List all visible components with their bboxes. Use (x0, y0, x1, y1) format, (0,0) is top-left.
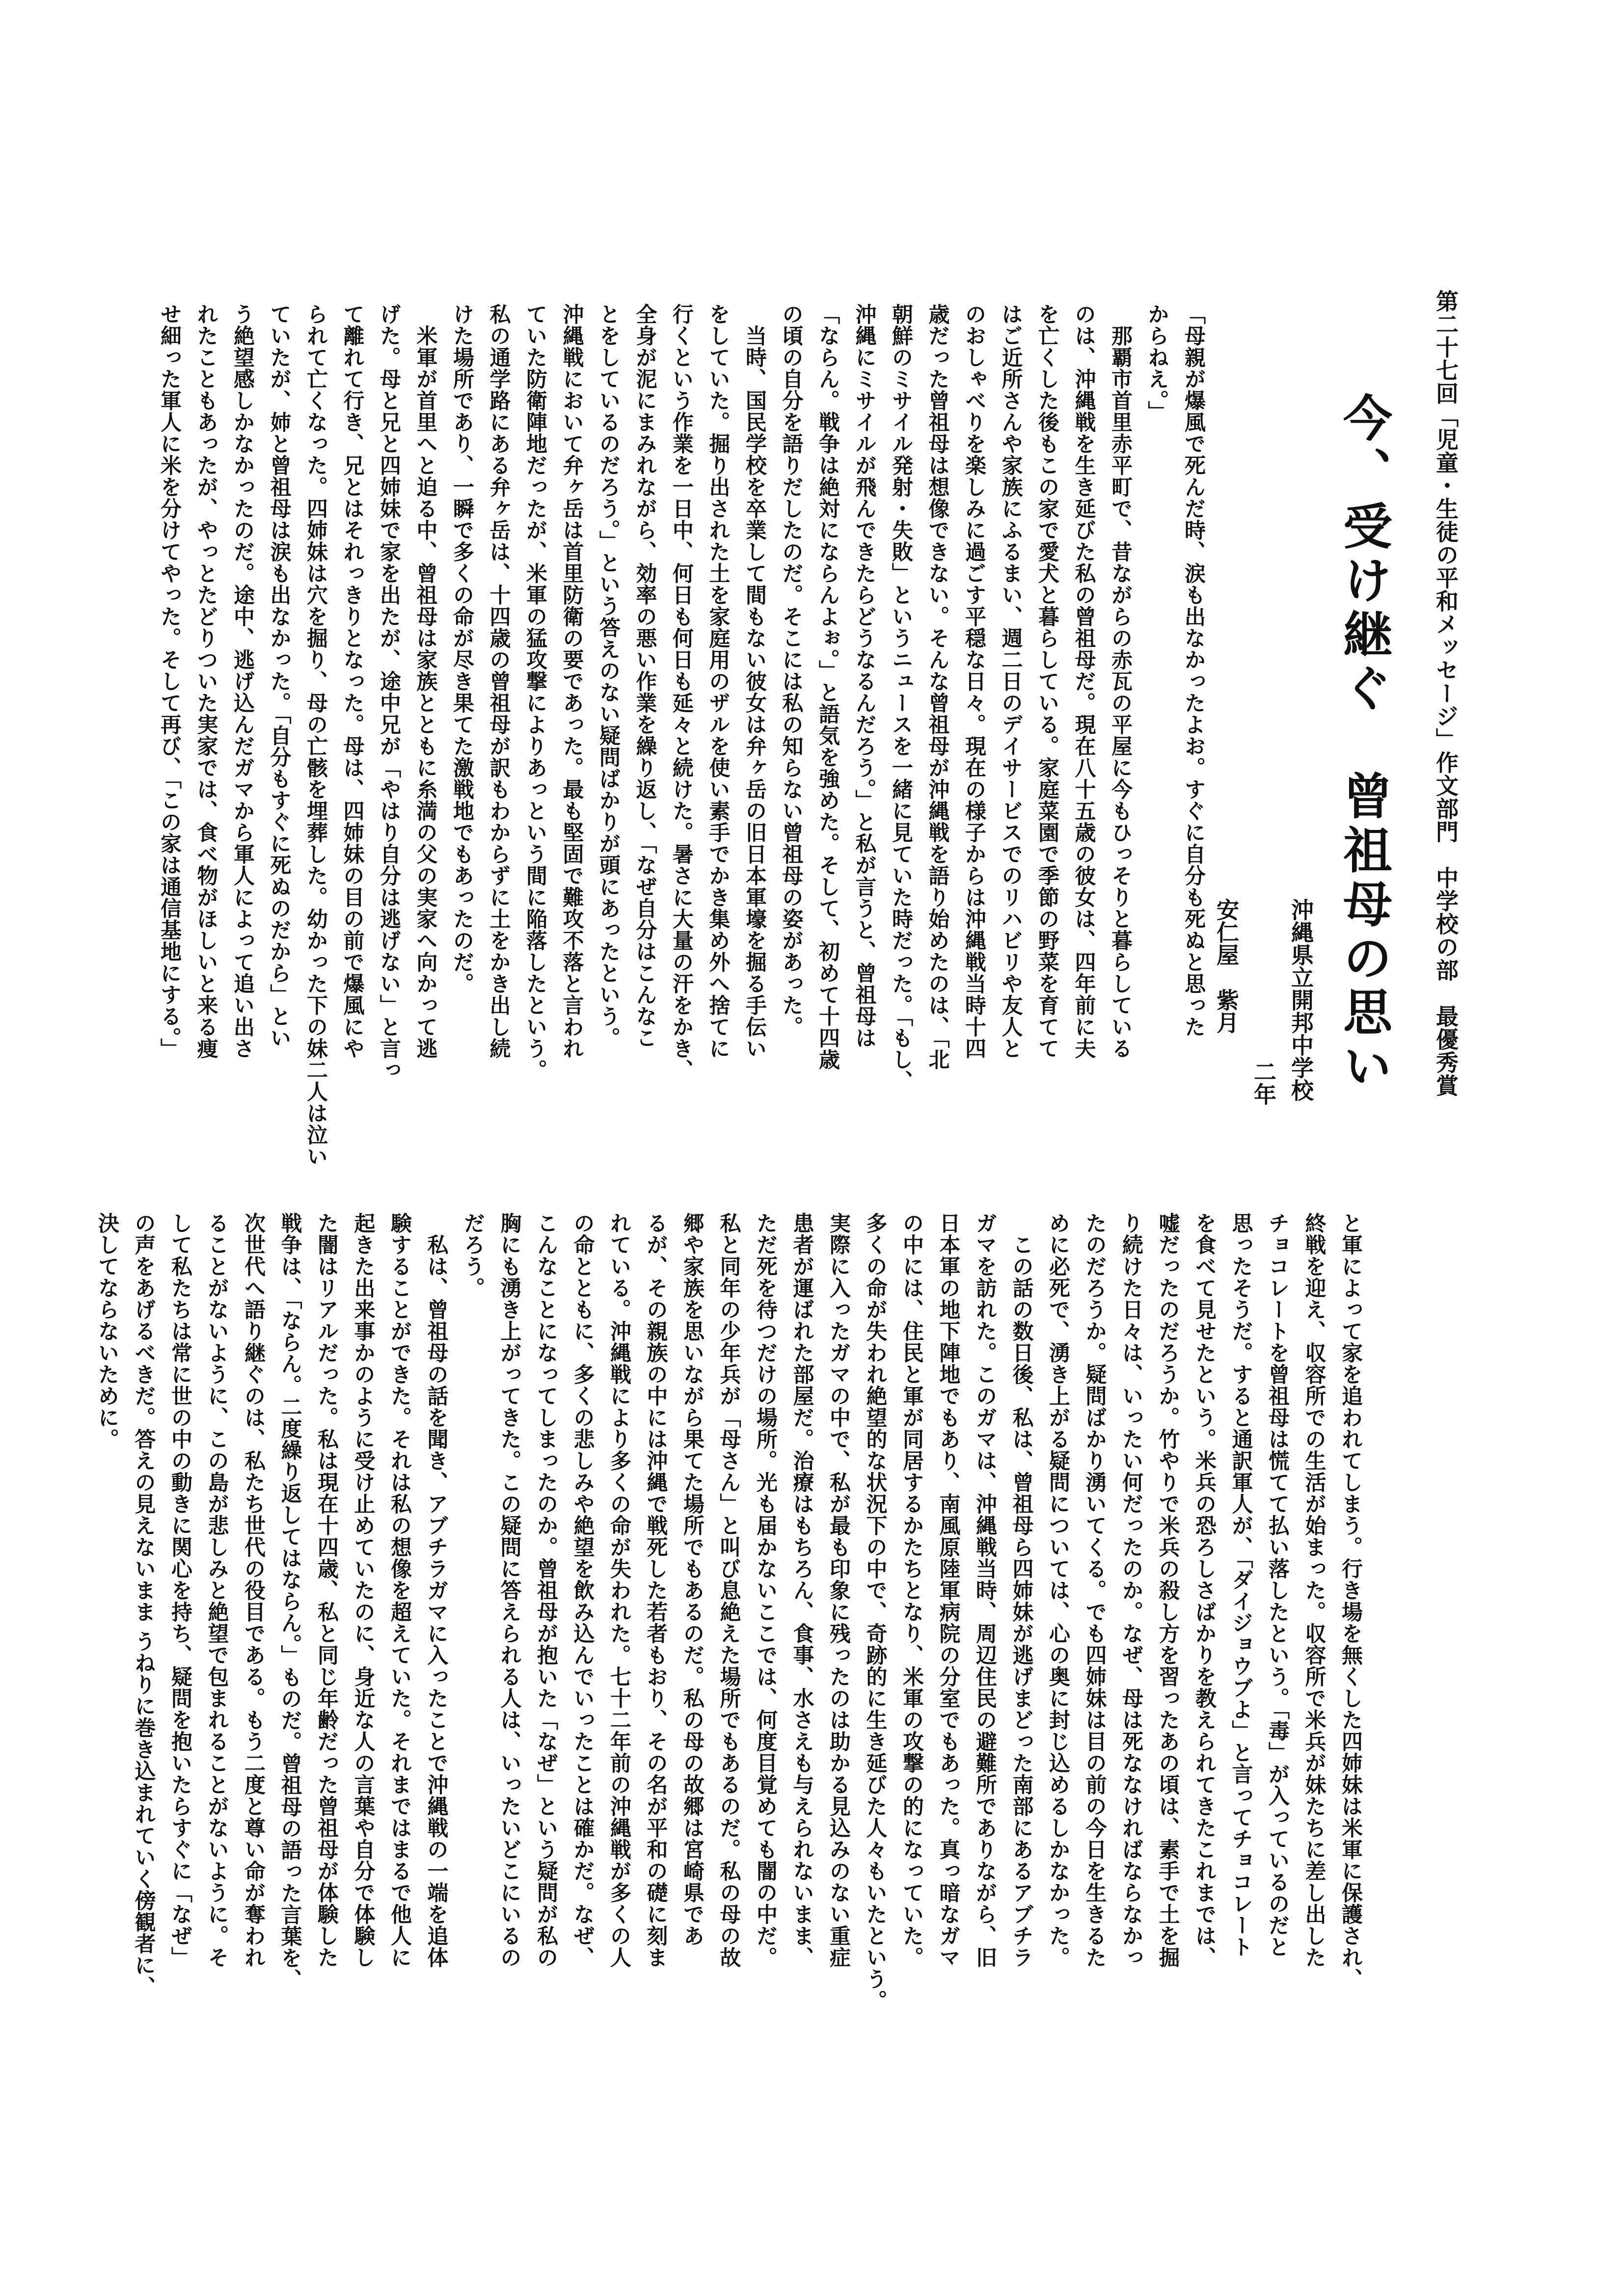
text-line: をしていた。掘り出された土を家庭用のザルを使い素手でかき集め外へ捨てに (705, 303, 731, 1059)
text-line: 行くという作業を一日中、何日も何日も延々と続けた。暑さに大量の汗をかき、 (669, 303, 694, 1081)
text-line: 全身が泥にまみれながら、効率の悪い作業を繰り返し、「なぜ自分はこんなこ (632, 303, 657, 1049)
author-block (1208, 898, 1320, 1232)
author-name: 安仁屋 紫月 (1213, 898, 1240, 1034)
text-line: 沖縄戦において弁ヶ岳は首里防衛の要であった。最も堅固で難攻不落と言われ (559, 303, 584, 1059)
text-line: の声をあげるべきだ。答えの見えないまま うねりに巻き込まれていく傍観者に、 (131, 1212, 156, 1998)
author-school: 沖縄県立開邦中学校 (1288, 898, 1314, 1101)
text-line: ていたが、姉と曾祖母は涙も出なかった。「自分もすぐに死ぬのだから」とい (267, 303, 292, 1049)
text-line: けた場所であり、一瞬で多くの命が尽き果てた激戦地でもあったのだ。 (450, 303, 474, 994)
text-line: 決してならないために。 (95, 1212, 119, 1450)
text-line: げた。母と兄と四姉妹で家を出たが、途中兄が「やはり自分は逃げない」と言っ (377, 303, 401, 1081)
text-line: 沖縄にミサイルが飛んできたらどうなるんだろう。」と私が言うと、曾祖母は (852, 303, 877, 1049)
text-line: この話の数日後、私は、曾祖母ら四姉妹が逃げまどった南部にあるアブチラ (1009, 1212, 1034, 1968)
text-line: られて亡くなった。四姉妹は穴を掘り、母の亡骸を埋葬した。幼かった下の妹二人は泣い (303, 303, 328, 1167)
text-line: 多くの命が失われ絶望的な状況下の中で、奇跡的に生き延びた人々もいたという。 (863, 1212, 888, 2011)
text-line: 当時、国民学校を卒業して間もない彼女は弁ヶ岳の旧日本軍壕を掘る手伝い (742, 303, 767, 1059)
contest-label: 第二十七回「児童・生徒の平和メッセージ」作文部門 中学校の部 最優秀賞 (1433, 290, 1459, 1097)
text-line: ていた防衛陣地だったが、米軍の猛攻撃によりあっという間に陥落したという。 (523, 303, 547, 1081)
text-line: 胸にも湧き上がってきた。この疑問に答えられる人は、いったいどこにいるの (497, 1212, 522, 1968)
text-line: て離れて行き、兄とはそれっきりとなった。母は、四姉妹の目の前で爆風にや (340, 303, 365, 1059)
text-line: 嘘だったのだろうか。竹やりで米兵の殺し方を習ったあの頃は、素手で土を掘 (1155, 1212, 1180, 1968)
text-line: 私は、曾祖母の話を聞き、アブチラガマに入ったことで沖縄戦の一端を追体 (424, 1212, 449, 1968)
contest-heading (1427, 290, 1464, 1212)
text-line: 患者が運ばれた部屋だ。治療はもちろん、食事、水さえも与えられないまま、 (789, 1212, 814, 1968)
text-line: めに必死で、湧き上がる疑問については、心の奥に封じ込めるしかなかった。 (1046, 1212, 1070, 1968)
text-line: ただ死を待つだけの場所。光も届かないここでは、何度目覚めても闇の中だ。 (753, 1212, 778, 1968)
text-line: 終戦を迎え、収容所での生活が始まった。収容所で米兵が妹たちに差し出した (1301, 1212, 1326, 1968)
essay-body-lower (89, 1212, 1369, 2066)
text-line: ガマを訪れた。このガマは、沖縄戦当時、周辺住民の避難所でありながら、旧 (973, 1212, 997, 1968)
text-line: だろう。 (460, 1212, 485, 1299)
text-line: 験することができた。それは私の想像を超えていた。それまではまるで他人に (387, 1212, 412, 1968)
text-line: して私たちは常に世の中の動きに関心を持ち、疑問を抱いたらすぐに「なぜ」 (168, 1212, 192, 1968)
text-line: 日本軍の地下陣地でもあり、南風原陸軍病院の分室でもあった。真っ暗なガマ (936, 1212, 961, 1968)
text-line: 那覇市首里赤平町で、昔ながらの赤瓦の平屋に今もひっそりと暮らしている (1108, 303, 1133, 1059)
text-line: た闇はリアルだった。私は現在十四歳、私と同じ年齢だった曾祖母が体験した (314, 1212, 339, 1968)
text-line: こんなことになってしまったのか。曾祖母が抱いた「なぜ」という疑問が私の (534, 1212, 558, 1968)
text-line: れたこともあったが、やっとたどりついた実家では、食べ物がほしいと来る痩 (193, 303, 218, 1059)
text-line: う絶望感しかなかったのだ。途中、逃げ込んだガマから軍人によって追い出さ (230, 303, 255, 1059)
text-line: の命とともに、多くの悲しみや絶望を飲み込んでいったことは確かだ。なぜ、 (570, 1212, 595, 1968)
text-line: るが、その親族の中には沖縄で戦死した若者もおり、その名が平和の礎に刻ま (643, 1212, 668, 1968)
text-line: 「ならん。戦争は絶対にならんよぉ。」と語気を強めた。そして、初めて十四歳 (815, 303, 840, 1070)
text-line: れている。沖縄戦により多くの命が失われた。七十二年前の沖縄戦が多くの人 (607, 1212, 631, 1968)
text-line: のおしゃべりを楽しみに過ごす平穏な日々。現在の様子からは沖縄戦当時十四 (962, 303, 986, 1059)
text-line: を食べて見せたという。米兵の恐ろしさばかりを教えられてきたこれまでは、 (1192, 1212, 1217, 1968)
text-line: の頃の自分を語りだしたのだ。そこには私の知らない曾祖母の姿があった。 (779, 303, 804, 1038)
text-line: 私と同年の少年兵が「母さん」と叫び息絶えた場所でもあるのだ。私の母の故 (716, 1212, 741, 1968)
essay-body-upper (151, 303, 1212, 1167)
text-line: 次世代へ語り継ぐのは、私たち世代の役目である。もう二度と尊い命が奪われ (241, 1212, 266, 1968)
text-line: とをしているのだろう。」という答えのない疑問ばかりが頭にあったという。 (596, 303, 621, 1049)
title-text: 今、受け継ぐ 曾祖母の思い (1335, 393, 1393, 1095)
text-line: ることがないように、この島が悲しみと絶望で包まれることがないように。そ (204, 1212, 229, 1968)
text-line: のは、沖縄戦を生き延びた私の曾祖母だ。現在八十五歳の彼女は、四年前に夫 (1071, 303, 1096, 1059)
author-grade: 二年 (1250, 1060, 1277, 1105)
text-line: たのだろうか。疑問ばかり湧いてくる。でも四姉妹は目の前の今日を生きるた (1082, 1212, 1107, 1968)
essay-title (1334, 393, 1393, 1095)
text-line: り続けた日々は、いったい何だったのか。なぜ、母は死ななければならなかっ (1119, 1212, 1143, 1968)
text-line: 歳だった曾祖母は想像できない。そんな曾祖母が沖縄戦を語り始めたのは、「北 (925, 303, 950, 1070)
text-line: 実際に入ったガマの中で、私が最も印象に残ったのは助かる見込みのない重症 (826, 1212, 851, 1968)
text-line: 「母親が爆風で死んだ時、涙も出なかったよお。すぐに自分も死ぬと思った (1181, 303, 1206, 1038)
text-line: 起きた出来事かのように受け止めていたのに、身近な人の言葉や自分で体験し (351, 1212, 376, 1968)
text-line: 思ったそうだ。すると通訳軍人が、「ダイジョウブよ」と言ってチョコレート (1228, 1212, 1253, 1958)
text-line: 戦争は、「ならん。二度繰り返してはならん。」ものだ。曾祖母の語った言葉を、 (277, 1212, 302, 1990)
text-line: 朝鮮のミサイル発射・失敗」というニュースを一緒に見ていた時だった。「もし、 (889, 303, 913, 1092)
text-line: と軍によって家を追われてしまう。行き場を無くした四姉妹は米軍に保護され、 (1338, 1212, 1363, 1990)
text-line: 私の通学路にある弁ヶ岳は、十四歳の曾祖母が訳もわからずに土をかき出し続 (486, 303, 511, 1059)
text-line: からねえ。」 (1144, 303, 1169, 423)
text-line: 郷や家族を思いながら果てた場所でもあるのだ。私の母の故郷は宮崎県であ (680, 1212, 704, 1947)
text-line: チョコレートを曾祖母は慌てて払い落したという。「毒」が入っているのだと (1265, 1212, 1290, 1958)
text-line: せ細った軍人に米を分けてやった。そして再び、「この家は通信基地にする。」 (157, 303, 182, 1060)
text-line: を亡くした後もこの家で愛犬と暮らしている。家庭菜園で季節の野菜を育てて (1035, 303, 1059, 1059)
text-line: 米軍が首里へと迫る中、曾祖母は家族とともに糸満の父の実家へ向かって逃 (413, 303, 438, 1059)
text-line: の中には、住民と軍が同居するかたちとなり、米軍の攻撃の的になっていた。 (899, 1212, 924, 1968)
text-line: はご近所さんや家族にふるまい、週二日のデイサービスでのリハビリや友人と (998, 303, 1023, 1059)
